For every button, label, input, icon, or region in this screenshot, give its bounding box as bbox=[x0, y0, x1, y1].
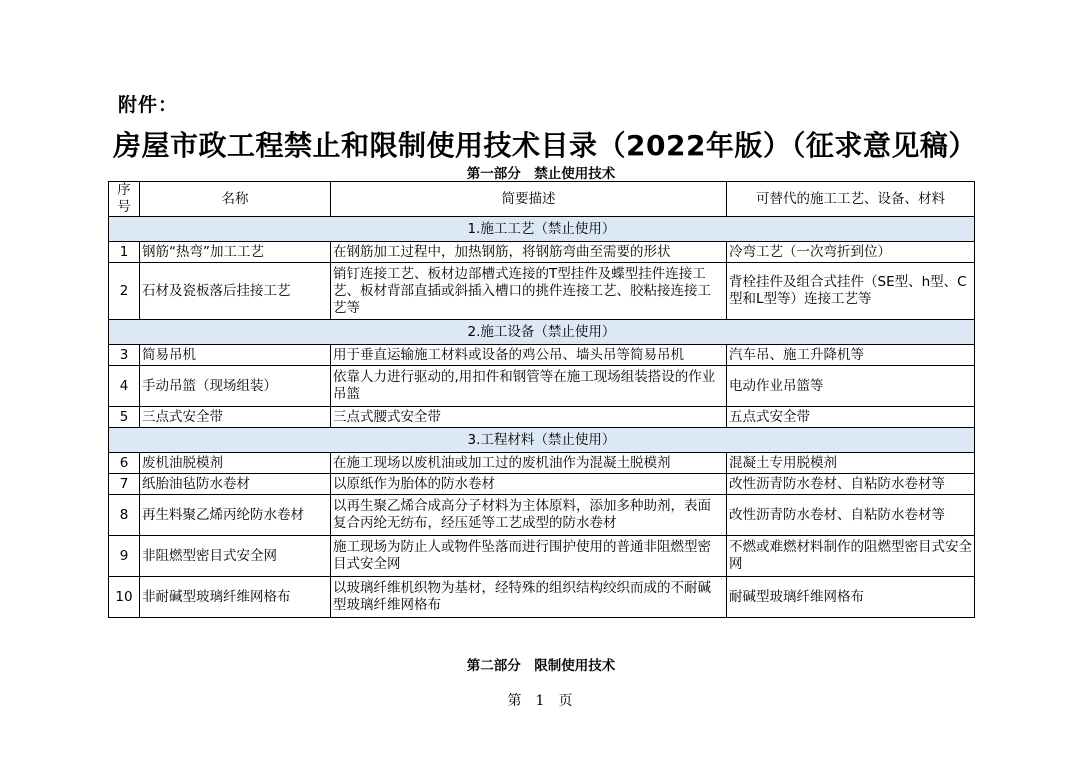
section-row bbox=[109, 320, 975, 345]
row-alt: 不燃或难燃材料制作的阻燃型密目式安全网 bbox=[727, 536, 975, 577]
section-title: 2.施工设备（禁止使用） bbox=[109, 320, 975, 345]
row-desc: 以再生聚乙烯合成高分子材料为主体原料，添加多种助剂，表面复合丙纶无纺布，经压延等工艺成型的防水卷材 bbox=[331, 495, 727, 536]
table-row bbox=[109, 263, 975, 320]
row-desc: 用于垂直运输施工材料或设备的鸡公吊、墙头吊等简易吊机 bbox=[331, 345, 727, 366]
header-name: 名称 bbox=[140, 182, 331, 217]
section-title: 1.施工工艺（禁止使用） bbox=[109, 217, 975, 242]
section-row bbox=[109, 217, 975, 242]
row-name: 钢筋“热弯”加工工艺 bbox=[140, 242, 331, 263]
row-no: 2 bbox=[109, 263, 140, 320]
row-alt: 改性沥青防水卷材、自粘防水卷材等 bbox=[727, 495, 975, 536]
row-desc: 在施工现场以废机油或加工过的废机油作为混凝土脱模剂 bbox=[331, 453, 727, 474]
row-alt: 汽车吊、施工升降机等 bbox=[727, 345, 975, 366]
row-no: 5 bbox=[109, 407, 140, 428]
row-no: 8 bbox=[109, 495, 140, 536]
row-alt: 电动作业吊篮等 bbox=[727, 366, 975, 407]
table-row bbox=[109, 366, 975, 407]
row-name: 手动吊篮（现场组装） bbox=[140, 366, 331, 407]
table-row bbox=[109, 536, 975, 577]
table-row bbox=[109, 453, 975, 474]
row-desc: 以玻璃纤维机织物为基材，经特殊的组织结构绞织而成的不耐碱型玻璃纤维网格布 bbox=[331, 577, 727, 618]
row-alt: 改性沥青防水卷材、自粘防水卷材等 bbox=[727, 474, 975, 495]
row-desc: 以原纸作为胎体的防水卷材 bbox=[331, 474, 727, 495]
row-no: 3 bbox=[109, 345, 140, 366]
row-no: 7 bbox=[109, 474, 140, 495]
page-number: 第 1 页 bbox=[507, 693, 573, 709]
row-desc: 在钢筋加工过程中，加热钢筋，将钢筋弯曲至需要的形状 bbox=[331, 242, 727, 263]
table-row bbox=[109, 242, 975, 263]
row-name: 废机油脱模剂 bbox=[140, 453, 331, 474]
table-header-row bbox=[109, 182, 975, 217]
row-alt: 耐碱型玻璃纤维网格布 bbox=[727, 577, 975, 618]
row-name: 石材及瓷板落后挂接工艺 bbox=[140, 263, 331, 320]
table-row bbox=[109, 407, 975, 428]
section-row bbox=[109, 428, 975, 453]
row-no: 9 bbox=[109, 536, 140, 577]
part2-title: 第二部分 限制使用技术 bbox=[466, 658, 616, 674]
document-title: 房屋市政工程禁止和限制使用技术目录（2022年版）（征求意见稿） bbox=[113, 129, 977, 162]
row-name: 三点式安全带 bbox=[140, 407, 331, 428]
section-title: 3.工程材料（禁止使用） bbox=[109, 428, 975, 453]
row-alt: 五点式安全带 bbox=[727, 407, 975, 428]
row-name: 纸胎油毡防水卷材 bbox=[140, 474, 331, 495]
header-no: 序号 bbox=[109, 182, 140, 217]
table-row bbox=[109, 345, 975, 366]
row-no: 4 bbox=[109, 366, 140, 407]
row-alt: 混凝土专用脱模剂 bbox=[727, 453, 975, 474]
row-name: 非耐碱型玻璃纤维网格布 bbox=[140, 577, 331, 618]
row-name: 简易吊机 bbox=[140, 345, 331, 366]
table-row bbox=[109, 577, 975, 618]
attachment-label: 附件： bbox=[118, 94, 179, 116]
row-desc: 三点式腰式安全带 bbox=[331, 407, 727, 428]
row-alt: 背栓挂件及组合式挂件（SE型、h型、C型和L型等）连接工艺等 bbox=[727, 263, 975, 320]
table-row bbox=[109, 474, 975, 495]
row-desc: 依靠人力进行驱动的,用扣件和钢管等在施工现场组装搭设的作业吊篮 bbox=[331, 366, 727, 407]
part1-title: 第一部分 禁止使用技术 bbox=[466, 166, 616, 182]
row-name: 非阻燃型密目式安全网 bbox=[140, 536, 331, 577]
row-desc: 施工现场为防止人或物件坠落而进行围护使用的普通非阻燃型密目式安全网 bbox=[331, 536, 727, 577]
row-name: 再生料聚乙烯丙纶防水卷材 bbox=[140, 495, 331, 536]
row-alt: 冷弯工艺（一次弯折到位） bbox=[727, 242, 975, 263]
row-no: 6 bbox=[109, 453, 140, 474]
table-row bbox=[109, 495, 975, 536]
catalog-table bbox=[108, 181, 975, 618]
row-desc: 销钉连接工艺、板材边部槽式连接的T型挂件及蝶型挂件连接工艺、板材背部直插或斜插入槽口的挑件连接工艺、胶粘接连接工艺等 bbox=[331, 263, 727, 320]
row-no: 1 bbox=[109, 242, 140, 263]
header-desc: 简要描述 bbox=[331, 182, 727, 217]
header-alt: 可替代的施工工艺、设备、材料 bbox=[727, 182, 975, 217]
row-no: 10 bbox=[109, 577, 140, 618]
